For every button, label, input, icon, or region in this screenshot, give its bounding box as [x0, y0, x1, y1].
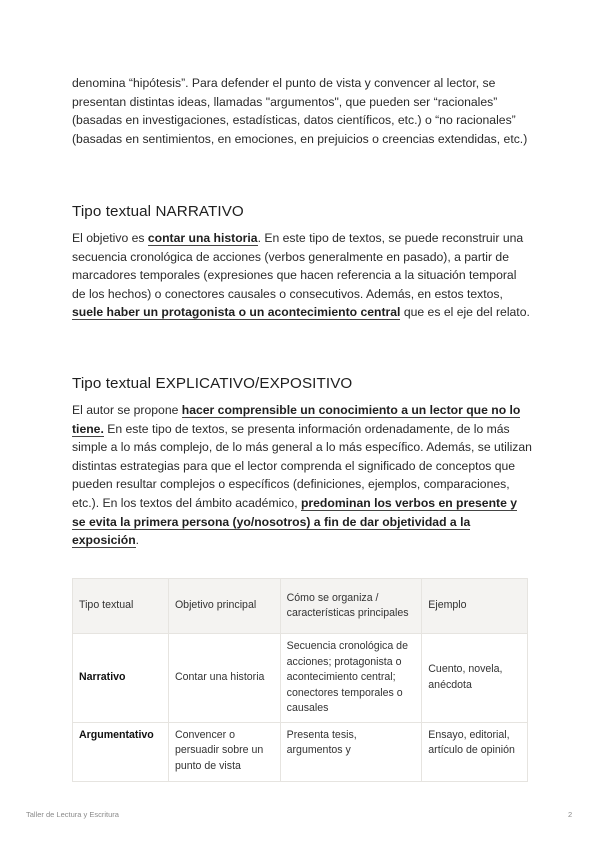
narrativo-paragraph — [72, 229, 532, 322]
table-cell: Narrativo — [73, 634, 169, 723]
table-header-cell: Ejemplo — [422, 579, 528, 634]
narrativo-emphasis-1: contar una historia — [147, 231, 258, 245]
explicativo-emphasis-1: hacer comprensible un conocimiento a un lector que no lo tiene. — [72, 403, 521, 436]
table-header-cell: Cómo se organiza / características principales — [280, 579, 422, 634]
heading-narrativo: Tipo textual NARRATIVO — [72, 203, 244, 220]
table-cell: Cuento, novela, anécdota — [422, 634, 528, 723]
narrativo-text-3: que es el eje del relato. — [400, 305, 530, 320]
table-row — [73, 634, 528, 723]
narrativo-text-2: . En este tipo de textos, se puede reconstruir una secuencia cronológica de acciones (verbos generalmente en pasado), a partir de marcadores temporales (expresiones que hacen referencia a la situación temporal de los hechos) o conectores causales o consecutivos. Además, en estos textos, — [72, 231, 524, 301]
table-cell: Convencer o persuadir sobre un punto de vista — [168, 722, 280, 781]
footer-page-number: 2 — [568, 810, 573, 819]
table-cell: Presenta tesis, argumentos y — [280, 722, 422, 781]
table-cell: Ensayo, editorial, artículo de opinión — [422, 722, 528, 781]
table-header-cell: Tipo textual — [73, 579, 169, 634]
explicativo-text-1: El autor se propone — [72, 403, 182, 417]
table-header-row — [73, 579, 528, 634]
heading-explicativo: Tipo textual EXPLICATIVO/EXPOSITIVO — [72, 375, 353, 392]
explicativo-emphasis-2: predominan los verbos en presente y se evita la primera persona (yo/nosotros) a fin de dar objetividad a la exposición — [72, 495, 518, 548]
table-cell: Contar una historia — [168, 634, 280, 723]
explicativo-text-2: En este tipo de textos, se presenta información ordenadamente, de lo más simple a lo más complejo, de lo más general a lo más específico. Además, se utilizan distintas estrategias para que el lector comprenda el significado de conceptos que pueden resultar complejos o específicos (definiciones, ejemplos, comparaciones, etc.). En los textos del ámbito académico, — [72, 421, 532, 510]
explicativo-text-3: . — [135, 533, 140, 548]
narrativo-text-1: El objetivo es — [72, 231, 148, 245]
table-row — [73, 722, 528, 781]
table-cell: Argumentativo — [73, 722, 169, 781]
narrativo-emphasis-2: suele haber un protagonista o un acontecimiento central — [72, 305, 401, 320]
text-types-table — [72, 578, 528, 782]
table-header-cell: Objetivo principal — [168, 579, 280, 634]
footer-course-title: Taller de Lectura y Escritura — [26, 810, 119, 819]
explicativo-paragraph — [72, 401, 532, 550]
intro-text: denomina “hipótesis”. Para defender el punto de vista y convencer al lector, se presentan distintas ideas, llamadas "argumentos", que pueden ser “racionales” (basadas en investigaciones, estadísticas, datos científicos, etc.) o “no racionales” (basadas en sentimientos, en emociones, en prejuicios o creencias extendidas, etc.) — [72, 76, 528, 146]
intro-paragraph — [72, 74, 532, 148]
table-cell: Secuencia cronológica de acciones; protagonista o acontecimiento central; conectores temporales o causales — [280, 634, 422, 723]
